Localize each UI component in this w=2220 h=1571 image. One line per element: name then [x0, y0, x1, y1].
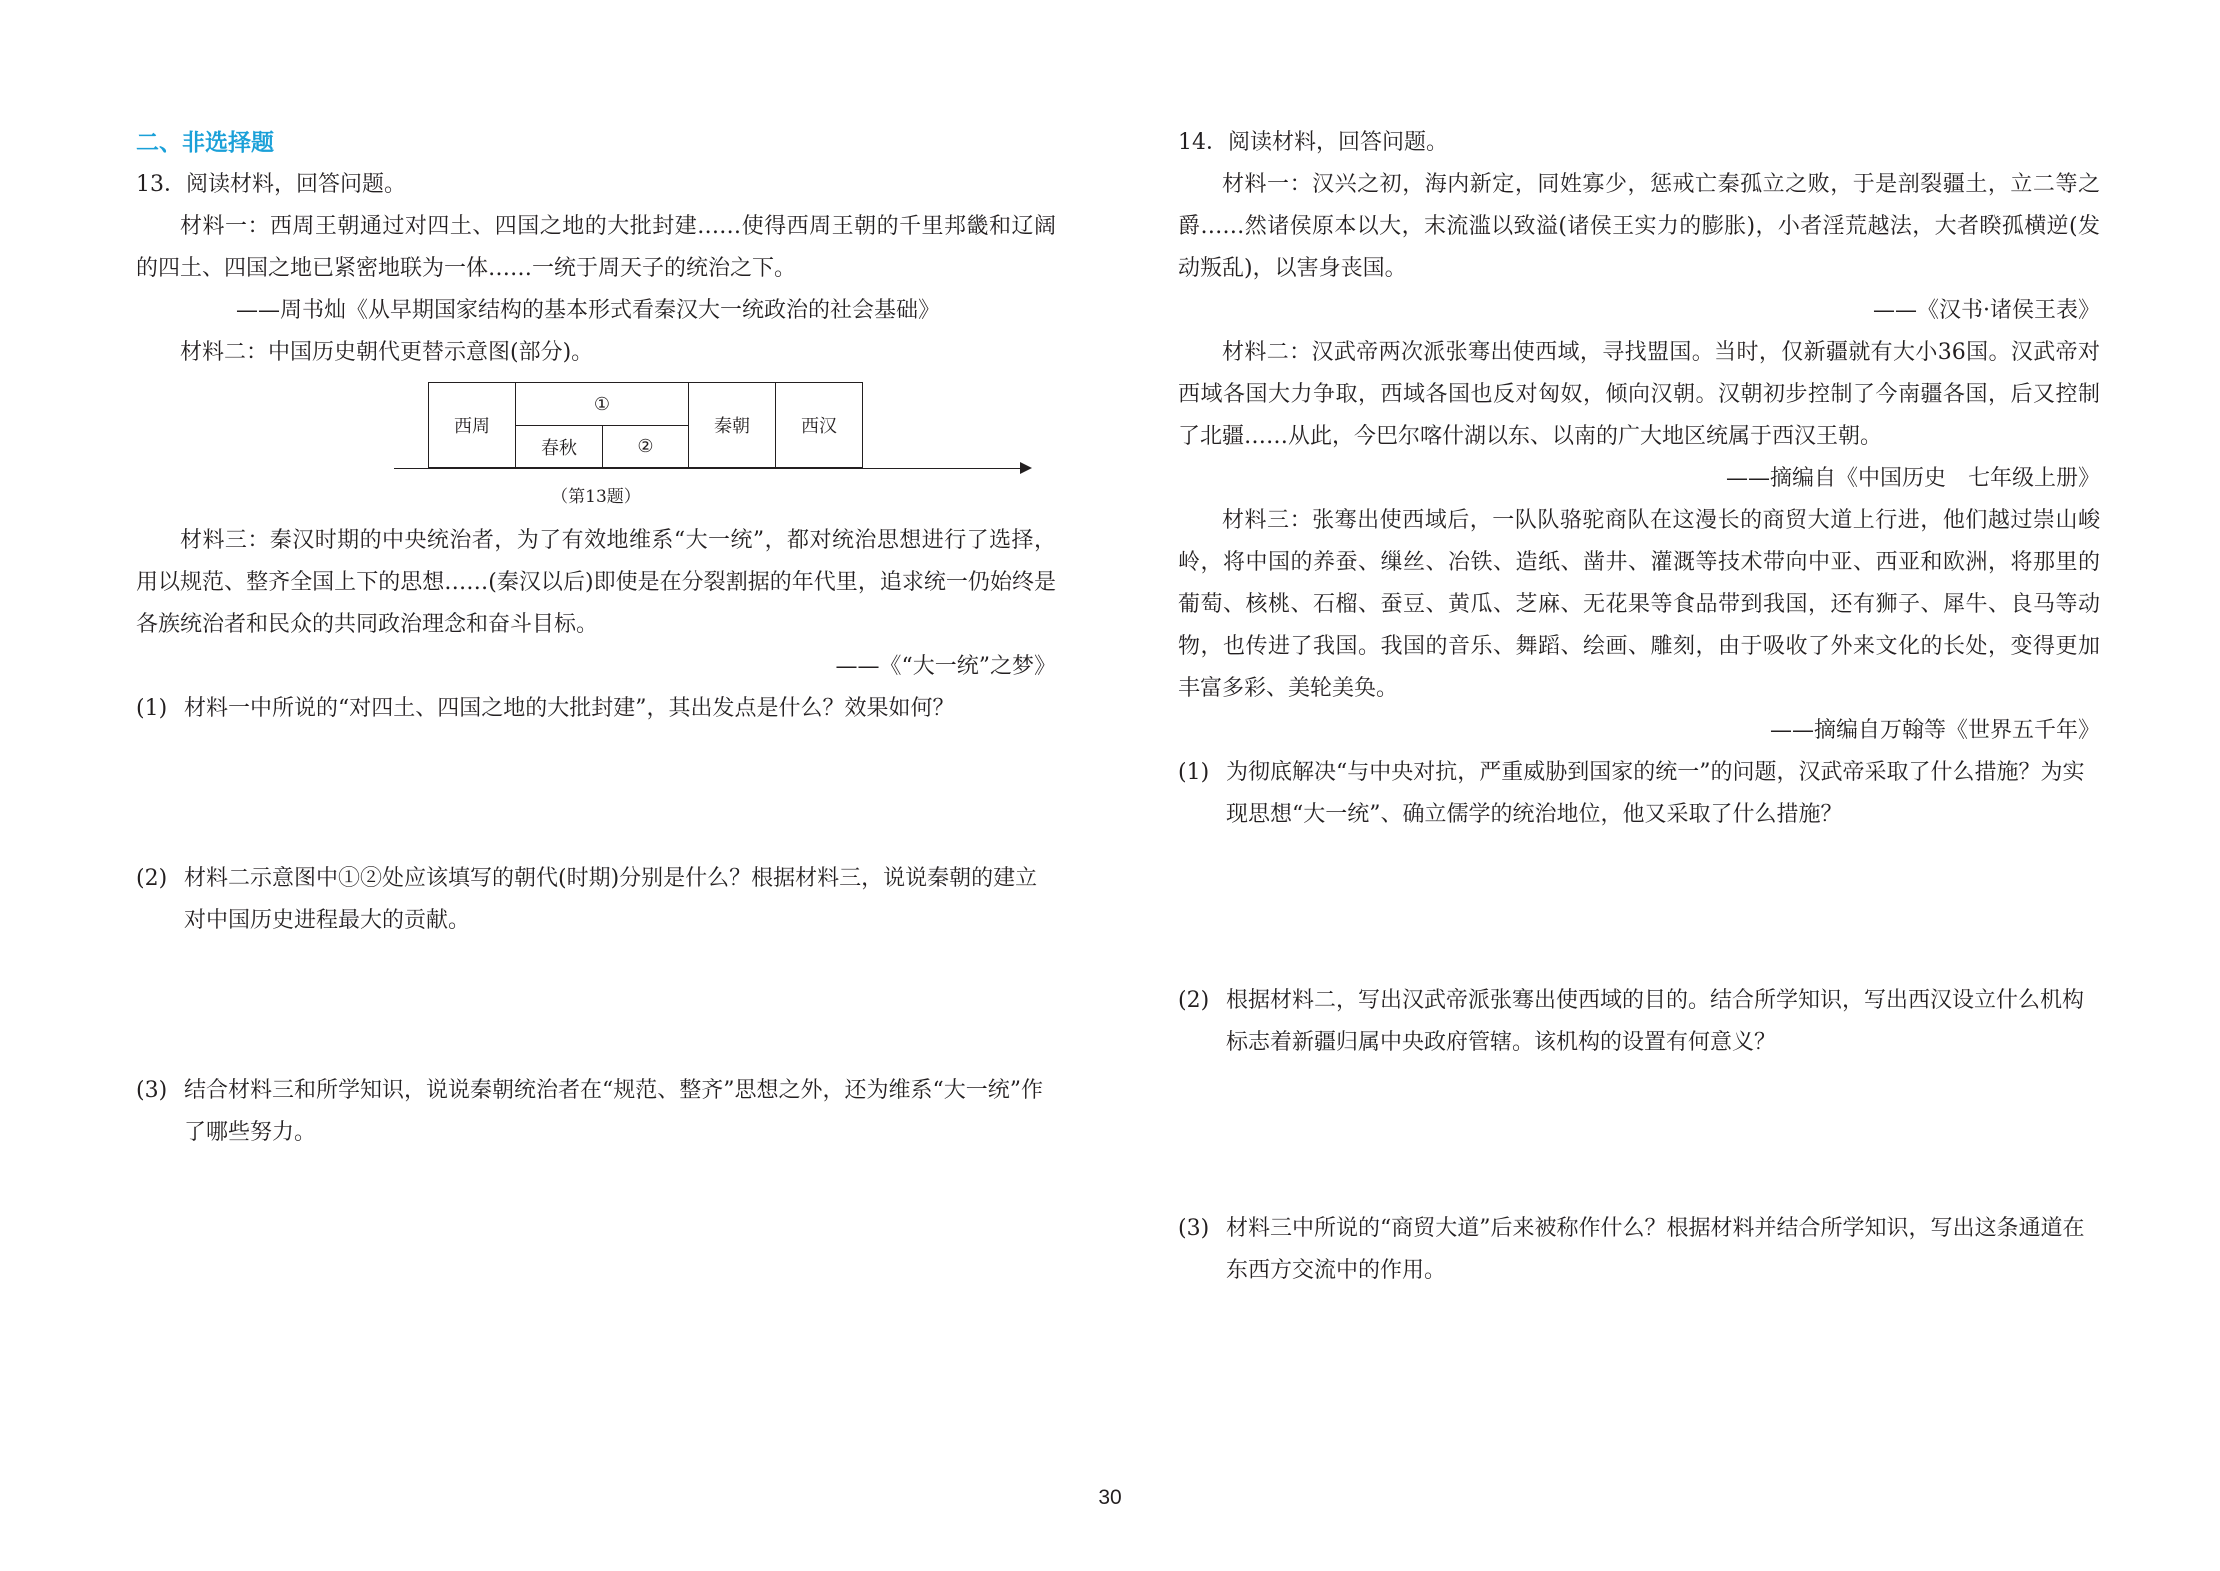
q14-material-3-source: ——摘编自万翰等《世界五千年》 [1769, 718, 2100, 743]
diagram-box-blank-1: ① [515, 382, 689, 426]
q14-material-1: 材料一：汉兴之初，海内新定，同姓寡少，惩戒亡秦孤立之败，于是剖裂疆土，立二等之爵……然诸侯原本以大，末流滥以致溢(诸侯王实力的膨胀)，小者淫荒越法，大者睽孤横逆(发动叛乱)，以害身丧国。 [1178, 172, 2100, 281]
subquestion-number: (2) [1178, 988, 1210, 1013]
subquestion-number: (3) [1178, 1216, 1210, 1241]
question-13-stem: 13．阅读材料，回答问题。 [136, 172, 406, 197]
section-title: 二、非选择题 [136, 130, 274, 156]
subquestion-number: (3) [136, 1078, 168, 1103]
q13-subquestion-3 [136, 1070, 1056, 1154]
q14-subquestion-2 [1178, 980, 2100, 1064]
answer-space [136, 730, 1056, 858]
q14-subquestion-1 [1178, 752, 2100, 836]
subquestion-number: (2) [136, 866, 168, 891]
answer-space [136, 942, 1056, 1070]
q13-material-1: 材料一：西周王朝通过对四土、四国之地的大批封建……使得西周王朝的千里邦畿和辽阔的四土、四国之地已紧密地联为一体……一统于周天子的统治之下。 [136, 214, 1056, 281]
dynasty-diagram [136, 382, 1056, 520]
page-number: 30 [1098, 1486, 1122, 1509]
right-column [1178, 122, 2100, 1292]
subquestion-number: (1) [1178, 760, 1210, 785]
q13-subquestion-2 [136, 858, 1056, 942]
diagram-box-blank-2: ② [602, 425, 689, 468]
subquestion-text: 根据材料二，写出汉武帝派张骞出使西域的目的。结合所学知识，写出西汉设立什么机构标志着新疆归属中央政府管辖。该机构的设置有何意义？ [1226, 988, 2085, 1055]
timeline-arrow-icon [1020, 462, 1032, 474]
q13-material-3-source: ——《“大一统”之梦》 [835, 654, 1056, 679]
subquestion-text: 结合材料三和所学知识，说说秦朝统治者在“规范、整齐”思想之外，还为维系“大一统”作了哪些努力。 [184, 1078, 1043, 1145]
subquestion-text: 材料一中所说的“对四土、四国之地的大批封建”，其出发点是什么？效果如何？ [184, 696, 955, 721]
q13-material-2: 材料二：中国历史朝代更替示意图(部分)。 [180, 340, 594, 365]
q14-material-1-source: ——《汉书·诸侯王表》 [1873, 298, 2100, 323]
subquestion-text: 材料二示意图中①②处应该填写的朝代(时期)分别是什么？根据材料三，说说秦朝的建立对中国历史进程最大的贡献。 [184, 866, 1038, 933]
timeline-axis [394, 468, 1026, 469]
diagram-caption: （第13题） [551, 487, 641, 507]
q14-material-2: 材料二：汉武帝两次派张骞出使西域，寻找盟国。当时，仅新疆就有大小36国。汉武帝对西域各国大力争取，西域各国也反对匈奴，倾向汉朝。汉朝初步控制了今南疆各国，后又控制了北疆……从此，今巴尔喀什湖以东、以南的广大地区统属于西汉王朝。 [1178, 340, 2100, 449]
subquestion-number: (1) [136, 696, 168, 721]
q14-subquestion-3 [1178, 1208, 2100, 1292]
left-column [136, 122, 1056, 1154]
question-14-stem: 14．阅读材料，回答问题。 [1178, 130, 1448, 155]
answer-space [1178, 1064, 2100, 1208]
q13-subquestion-1 [136, 688, 1056, 730]
q13-material-1-source: ——周书灿《从早期国家结构的基本形式看秦汉大一统政治的社会基础》 [236, 298, 941, 323]
q13-material-3: 材料三：秦汉时期的中央统治者，为了有效地维系“大一统”，都对统治思想进行了选择，用以规范、整齐全国上下的思想……(秦汉以后)即使是在分裂割据的年代里，追求统一仍始终是各族统治者和民众的共同政治理念和奋斗目标。 [136, 528, 1056, 637]
q14-material-2-source: ——摘编自《中国历史 七年级上册》 [1725, 466, 2100, 491]
subquestion-text: 为彻底解决“与中央对抗，严重威胁到国家的统一”的问题，汉武帝采取了什么措施？为实现思想“大一统”、确立儒学的统治地位，他又采取了什么措施？ [1226, 760, 2085, 827]
diagram-box-xihan: 西汉 [775, 382, 863, 468]
answer-space [1178, 836, 2100, 980]
diagram-box-qin: 秦朝 [688, 382, 776, 468]
subquestion-text: 材料三中所说的“商贸大道”后来被称作什么？根据材料并结合所学知识，写出这条通道在东西方交流中的作用。 [1226, 1216, 2085, 1283]
diagram-box-xizhou: 西周 [428, 382, 516, 468]
q14-material-3: 材料三：张骞出使西域后，一队队骆驼商队在这漫长的商贸大道上行进，他们越过崇山峻岭，将中国的养蚕、缫丝、冶铁、造纸、凿井、灌溉等技术带向中亚、西亚和欧洲，将那里的葡萄、核桃、石榴、蚕豆、黄瓜、芝麻、无花果等食品带到我国，还有狮子、犀牛、良马等动物，也传进了我国。我国的音乐、舞蹈、绘画、雕刻，由于吸收了外来文化的长处，变得更加丰富多彩、美轮美奂。 [1178, 508, 2100, 701]
diagram-box-chunqiu: 春秋 [515, 425, 603, 468]
